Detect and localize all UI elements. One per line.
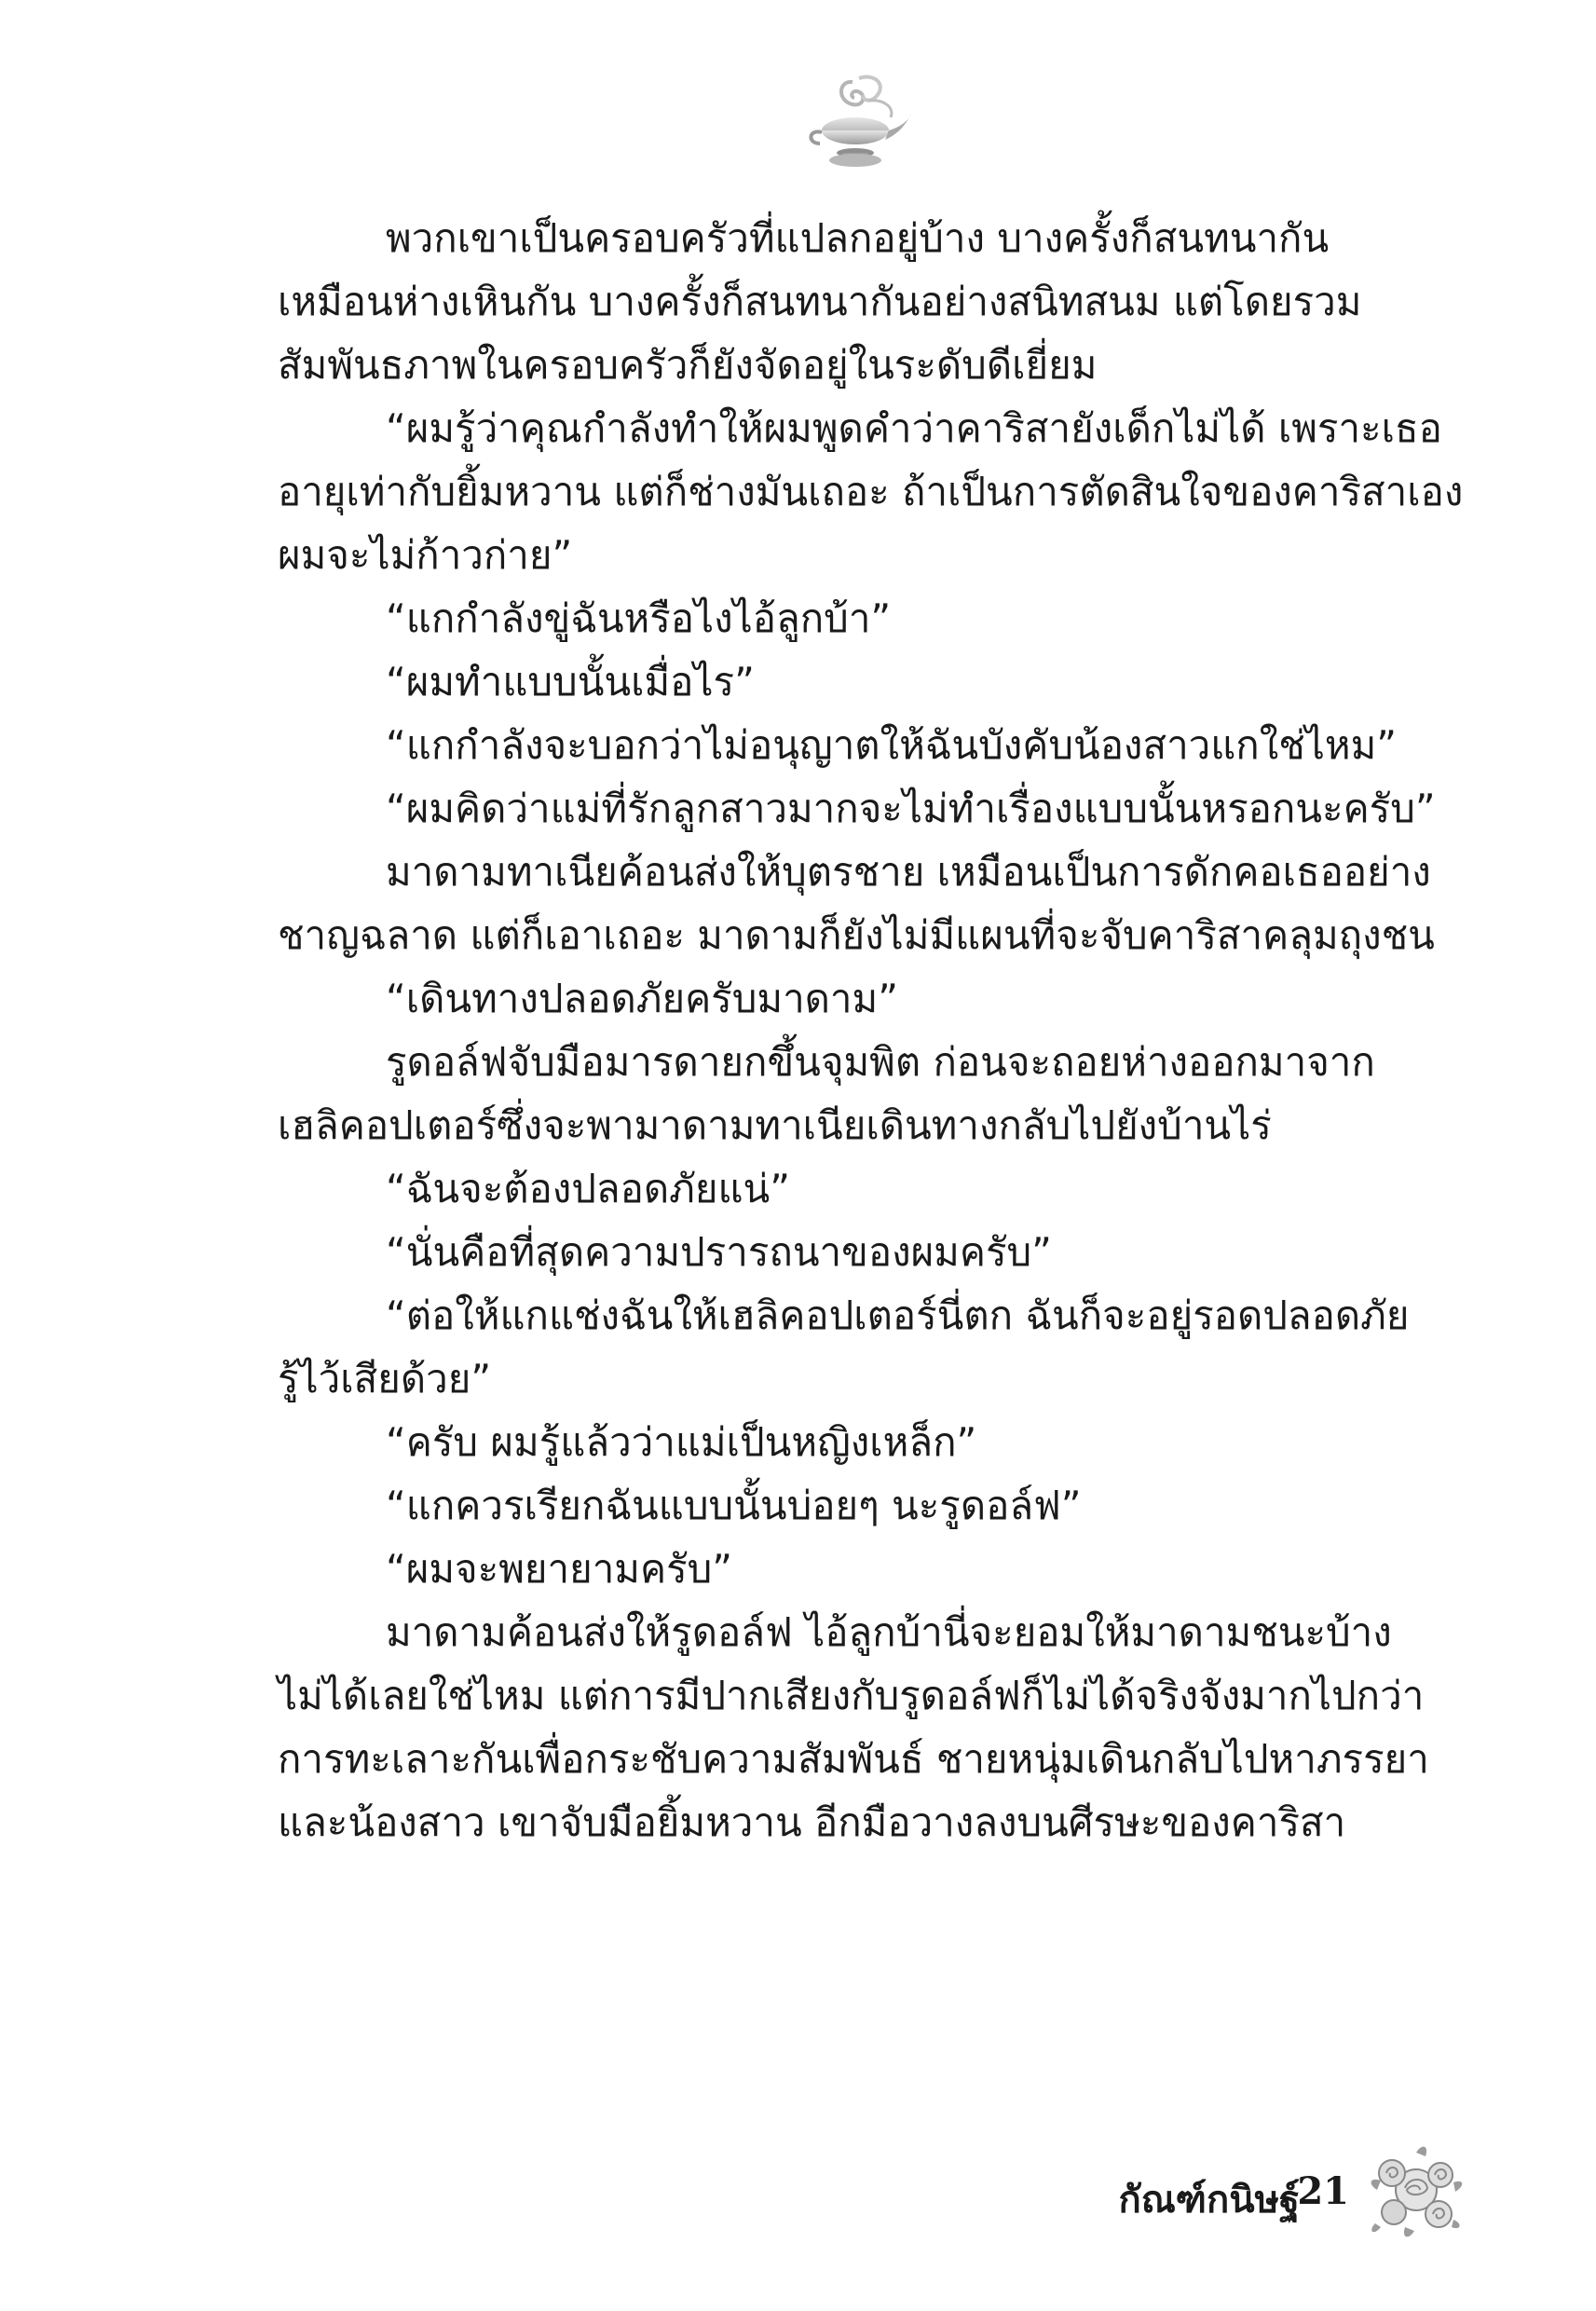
text-line: “เดินทางปลอดภัยครับมาดาม” xyxy=(386,976,898,1021)
text-line: “ฉันจะต้องปลอดภัยแน่” xyxy=(386,1166,790,1211)
text-line: รู้ไว้เสียด้วย” xyxy=(278,1356,492,1402)
text-line: สัมพันธภาพในครอบครัวก็ยังจัดอยู่ในระดับดีเยี่ยม xyxy=(278,342,1098,388)
text-line: การทะเลาะกันเพื่อกระชับความสัมพันธ์ ชายหนุ่มเดินกลับไปหาภรรยา xyxy=(278,1736,1429,1782)
text-line: พวกเขาเป็นครอบครัวที่แปลกอยู่บ้าง บางครั้งก็สนทนากัน xyxy=(386,215,1330,261)
text-line: “แกควรเรียกฉันแบบนั้นบ่อยๆ นะรูดอล์ฟ” xyxy=(386,1483,1082,1528)
text-line: อายุเท่ากับยิ้มหวาน แต่ก็ช่างมันเถอะ ถ้าเป็นการตัดสินใจของคาริสาเอง xyxy=(278,469,1464,514)
page-footer xyxy=(1081,2125,1472,2264)
genie-lamp-icon xyxy=(801,73,913,175)
text-line: และน้องสาว เขาจับมือยิ้มหวาน อีกมือวางลงบนศีรษะของคาริสา xyxy=(278,1799,1346,1845)
text-line: ผมจะไม่ก้าวก่าย” xyxy=(278,532,573,578)
text-line: “ผมจะพยายามครับ” xyxy=(386,1546,733,1592)
text-line: ชาญฉลาด แต่ก็เอาเถอะ มาดามก็ยังไม่มีแผนที่จะจับคาริสาคลุมถุงชน xyxy=(278,912,1435,958)
rose-bouquet-icon xyxy=(1360,2134,1472,2246)
text-line: “ผมรู้ว่าคุณกำลังทำให้ผมพูดคำว่าคาริสายังเด็กไม่ได้ เพราะเธอ xyxy=(386,405,1442,451)
book-title: กัณฑ์กนิษฐ์ xyxy=(1118,2178,1300,2222)
text-line: “นั่นคือที่สุดความปรารถนาของผมครับ” xyxy=(386,1229,1052,1275)
text-line: “ผมทำแบบนั้นเมื่อไร” xyxy=(386,659,755,704)
text-line: เหมือนห่างเหินกัน บางครั้งก็สนทนากันอย่างสนิทสนม แต่โดยรวม xyxy=(278,279,1362,324)
text-line: “ต่อให้แกแช่งฉันให้เฮลิคอปเตอร์นี่ตก ฉันก็จะอยู่รอดปลอดภัย xyxy=(386,1292,1410,1338)
text-line: “ครับ ผมรู้แล้วว่าแม่เป็นหญิงเหล็ก” xyxy=(386,1419,977,1465)
text-line: มาดามทาเนียค้อนส่งให้บุตรชาย เหมือนเป็นการดักคอเธออย่าง xyxy=(386,849,1431,895)
text-line: มาดามค้อนส่งให้รูดอล์ฟ ไอ้ลูกบ้านี่จะยอมให้มาดามชนะบ้าง xyxy=(386,1609,1392,1655)
text-line: ไม่ได้เลยใช่ไหม แต่การมีปากเสียงกับรูดอล์ฟก็ไม่ได้จริงจังมากไปกว่า xyxy=(278,1673,1425,1718)
text-line: รูดอล์ฟจับมือมารดายกขึ้นจุมพิต ก่อนจะถอยห่างออกมาจาก xyxy=(386,1039,1375,1085)
page-number: 21 xyxy=(1297,2169,1349,2213)
text-line: เฮลิคอปเตอร์ซึ่งจะพามาดามทาเนียเดินทางกลับไปยังบ้านไร่ xyxy=(278,1102,1272,1148)
body-text xyxy=(278,207,1464,1854)
text-line: “แกกำลังจะบอกว่าไม่อนุญาตให้ฉันบังคับน้องสาวแกใช่ไหม” xyxy=(386,722,1398,768)
text-line: “แกกำลังขู่ฉันหรือไงไอ้ลูกบ้า” xyxy=(386,595,892,641)
text-line: “ผมคิดว่าแม่ที่รักลูกสาวมากจะไม่ทำเรื่องแบบนั้นหรอกนะครับ” xyxy=(386,786,1436,831)
